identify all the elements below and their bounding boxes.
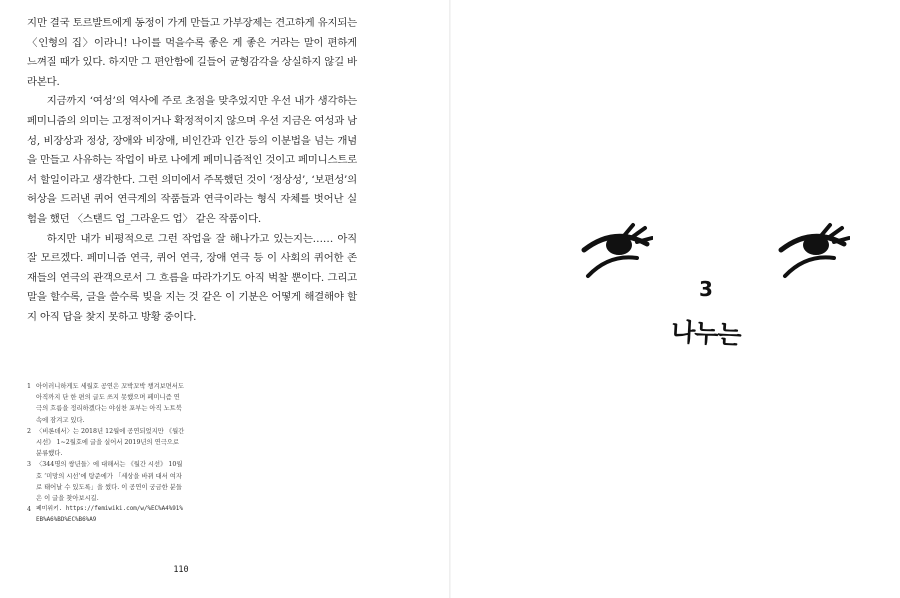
paragraph: 지만 결국 토르발트에게 동정이 가게 만들고 가부장제는 견고하게 유지되는 〈인형의 집〉이라니! 나이를 먹을수록 좋은 게 좋은 거라는 말이 편하게 느껴질 때가 있다. 하지만 그 편안함에 길들어 균형감각을 상실하지 않길 바라본다. — [27, 17, 357, 88]
footnote-text: 〈344명의 쌍년들〉에 대해서는 《월간 시선》 10월호 ‘미망의 시선’에 탕준에가 「세상을 바뀌 대서 여자로 태어날 수 있도록」을 썼다. 이 공연이 궁금한 분들은 이 글을 찾아보시길. — [36, 461, 183, 503]
footnote-text: 〈비론데서〉는 2018년 12월에 공연되었지만 《월간 시선》 1~2월호에 글을 실어서 2019년의 연극으로 분류했다. — [36, 427, 185, 458]
footnote-number: 1 — [27, 383, 32, 390]
right-page — [451, 0, 900, 598]
body-text — [27, 14, 357, 328]
footnote — [27, 459, 185, 504]
paragraph: 지금까지 ‘여성’의 역사에 주로 초점을 맞추었지만 우선 내가 생각하는 페미니즘의 의미는 고정적이거나 확정적이지 않으며 우선 지금은 여성과 남성, 비장상과 정상, 장애와 비장애, 비인간과 인간 등의 이분법을 넘는 개념을 만들고 사유하는 작업이 바로 나에게 페미니즘적인 것이고 페미니스트로서 할일이라고 생각한다. 그런 의미에서 주목했던 것이 ‘정상성’, ‘보편성’의 허상을 드러낸 퀴어 연극계의 작품들과 연극이라는 형식 자체를 벗어난 실험을 했던 〈스탠드 업_그라운드 업〉 같은 작품이다. — [27, 95, 357, 225]
paragraph: 하지만 내가 비평적으로 그런 작업을 잘 해나가고 있는지는…… 아직 잘 모르겠다. 페미니즘 연극, 퀴어 연극, 장애 연극 등 이 사회의 퀴어한 존재들의 연극의 관객으로서 그 흐름을 따라가기도 아직 벅찰 뿐이다. 그리고 말을 할수록, 글을 쓸수록 빚을 지는 것 같은 이 기분은 어떻게 해결해야 할지 아직 답을 찾지 못하고 방황 중이다. — [27, 232, 357, 323]
footnotes — [27, 381, 185, 527]
footnote-number: 4 — [27, 506, 32, 514]
eye-with-lashes-icon — [581, 220, 653, 280]
footnote-number: 3 — [27, 461, 32, 469]
footnote-text: 아이러니하게도 세월호 공연은 꼬박꼬박 챙겨보면서도 아직까지 단 한 편의 글도 쓰지 못했으며 페미니즘 연극의 흐름을 정리하겠다는 야심찬 포부는 아직 노트북 속에 잠겨고 있다. — [36, 383, 184, 424]
footnote-text: 페미위키. https://femiwiki.com/w/%EC%A4%91%EB%A6%BD%EC%B6%A9 — [36, 506, 183, 524]
eye-with-lashes-icon — [778, 220, 850, 280]
footnote — [27, 426, 185, 460]
chapter-number: 3 — [699, 277, 713, 301]
page-number: 110 — [173, 565, 189, 575]
footnote — [27, 381, 185, 426]
footnote-number: 2 — [27, 427, 32, 435]
chapter-title: 나누는 — [670, 317, 742, 350]
footnote — [27, 504, 185, 526]
